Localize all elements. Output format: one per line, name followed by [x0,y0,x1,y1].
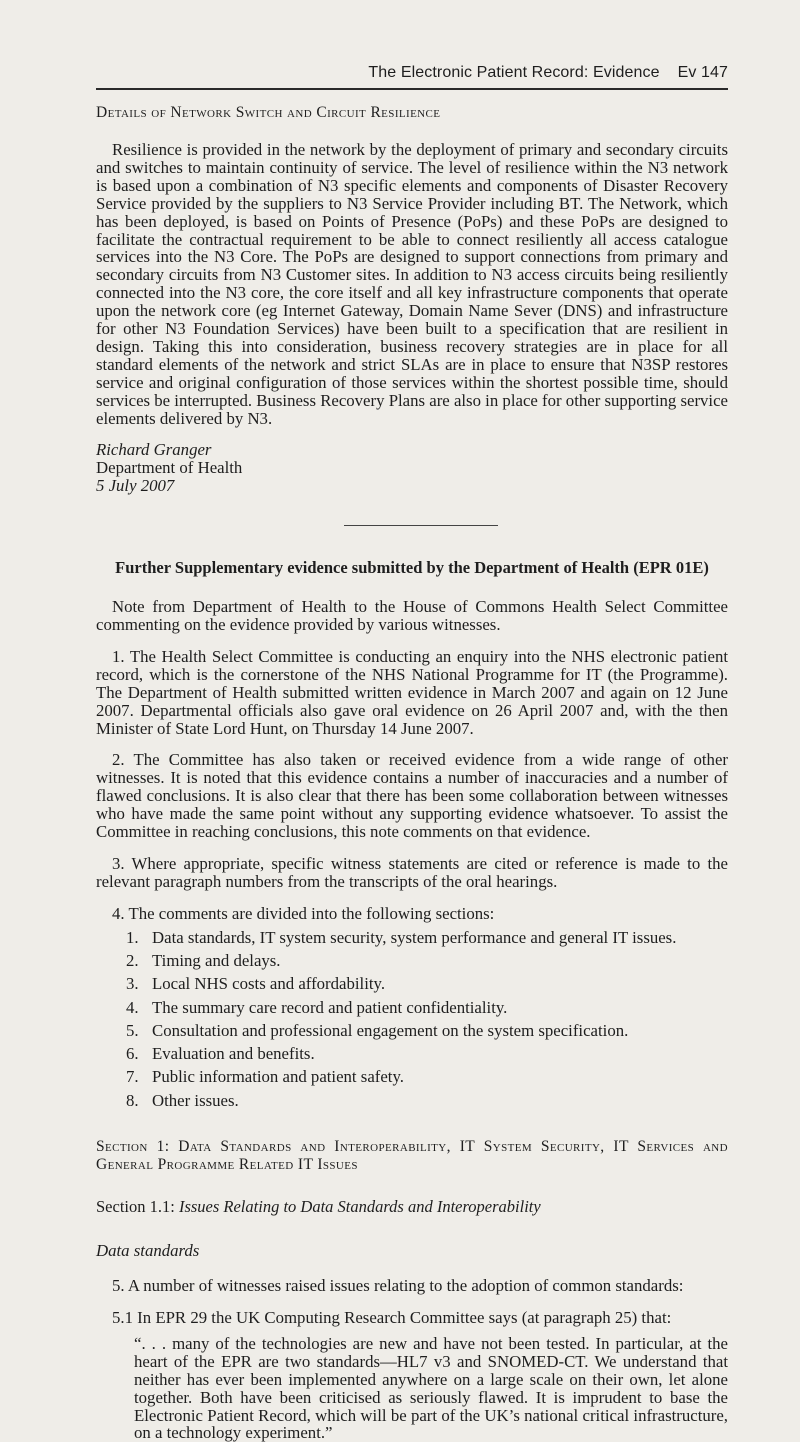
list-item: 8. Other issues. [126,1090,239,1110]
section-1-heading: Section 1: Data Standards and Interoperability, IT System Security, IT Services and General Programme Related IT Issues [96,1138,728,1174]
section-1-1-heading [96,1197,728,1217]
list-item: 2. Timing and delays. [126,951,281,970]
header-rule [96,88,728,90]
signature-date: 5 July 2007 [96,475,175,495]
list-item: 5. Consultation and professional engagement on the system specification. [126,1020,629,1040]
paragraph-1: 1. The Health Select Committee is conducting an enquiry into the NHS electronic patient record, which is the cornerstone of the NHS National Programme for IT (the Programme). The Department of Health submitted written evidence in March 2007 and again on 12 June 2007. Departmental officials also gave oral evidence on 26 April 2007 and, with the then Minister of State Lord Hunt, on Thursday 14 June 2007. [96,646,728,738]
evidence-title: Further Supplementary evidence submitted by the Department of Health (EPR 01E) [115,558,709,578]
sections-list [96,926,728,1112]
page-reference: Ev 147 [677,64,728,81]
signatory-name: Richard Granger [96,439,212,459]
list-item: 3. Local NHS costs and affordability. [126,974,386,994]
list-item: 4. The summary care record and patient confidentiality. [126,997,508,1017]
section-1-1-title: Issues Relating to Data Standards and Interoperability [178,1197,541,1217]
paragraph-5: 5. A number of witnesses raised issues relating to the adoption of common standards: [112,1276,684,1296]
paragraph-2: 2. The Committee has also taken or received evidence from a wide range of other witnesses. It is noted that this evidence contains a number of inaccuracies and a number of flawed conclusions. It is also clear that there has been some collaboration between witnesses who have made the same point without any supporting evidence whatsoever. To assist the Committee in reaching conclusions, this note comments on that evidence. [96,750,728,842]
paragraph-4: 4. The comments are divided into the following sections: [112,903,495,923]
list-item: 1. Data standards, IT system security, system performance and general IT issues. [126,927,677,947]
signature-block [96,441,728,496]
network-resilience-heading: Details of Network Switch and Circuit Resilience [96,104,441,121]
list-item: 7. Public information and patient safety. [126,1067,404,1087]
running-head-title: The Electronic Patient Record: Evidence [368,64,660,81]
section-divider [344,525,498,526]
ukcrc-quotation: “. . . many of the technologies are new and have not been tested. In particular, at the heart of the EPR are two standards—HL7 v3 and SNOMED-CT. We understand that neither has ever been implemented anywhere on a large scale on their own, let alone together. Both have been criticised as seriously flawed. It is imprudent to base the Electronic Patient Record, which will be part of the UK’s national critical infrastructure, on a technology experiment.” [134,1333,728,1442]
list-item: 6. Evaluation and benefits. [126,1044,315,1064]
network-resilience-paragraph: Resilience is provided in the network by the deployment of primary and secondary circuits and switches to maintain continuity of service. The level of resilience within the N3 network is based upon a combination of N3 specific elements and components of Disaster Recovery Service provided by the suppliers to N3 Service Provider including BT. The Network, which has been deployed, is based on Points of Presence (PoPs) and these PoPs are designed to facilitate the contractual requirement to be able to connect resiliently all access catalogue services into the N3 Core. The PoPs are designed to support connections from primary and secondary circuits from N3 Customer sites. In addition to N3 access circuits being resiliently connected into the N3 core, the core itself and all key infrastructure components that operate upon the network core (eg Internet Gateway, Domain Name Sever (DNS) and infrastructure for other N3 Foundation Services) have been built to a specification that are resilient in design. Taking this into consideration, business recovery strategies are in place for all standard elements of the network and strict SLAs are in place to ensure that N3SP restores service and original configuration of those services within the shortest possible time, should services be interrupted. Business Recovery Plans are also in place for other supporting service elements delivered by N3. [96,140,728,428]
evidence-note-paragraph: Note from Department of Health to the House of Commons Health Select Committee commenting on the evidence provided by various witnesses. [96,597,728,635]
paragraph-3: 3. Where appropriate, specific witness statements are cited or reference is made to the relevant paragraph numbers from the transcripts of the oral hearings. [96,853,728,891]
signatory-department: Department of Health [96,457,243,477]
data-standards-subheading: Data standards [96,1241,200,1261]
paragraph-5-1: 5.1 In EPR 29 the UK Computing Research Committee says (at paragraph 25) that: [112,1307,672,1327]
section-1-1-number: Section 1.1: [96,1197,175,1217]
document-body [96,104,728,1442]
running-head [0,64,728,82]
